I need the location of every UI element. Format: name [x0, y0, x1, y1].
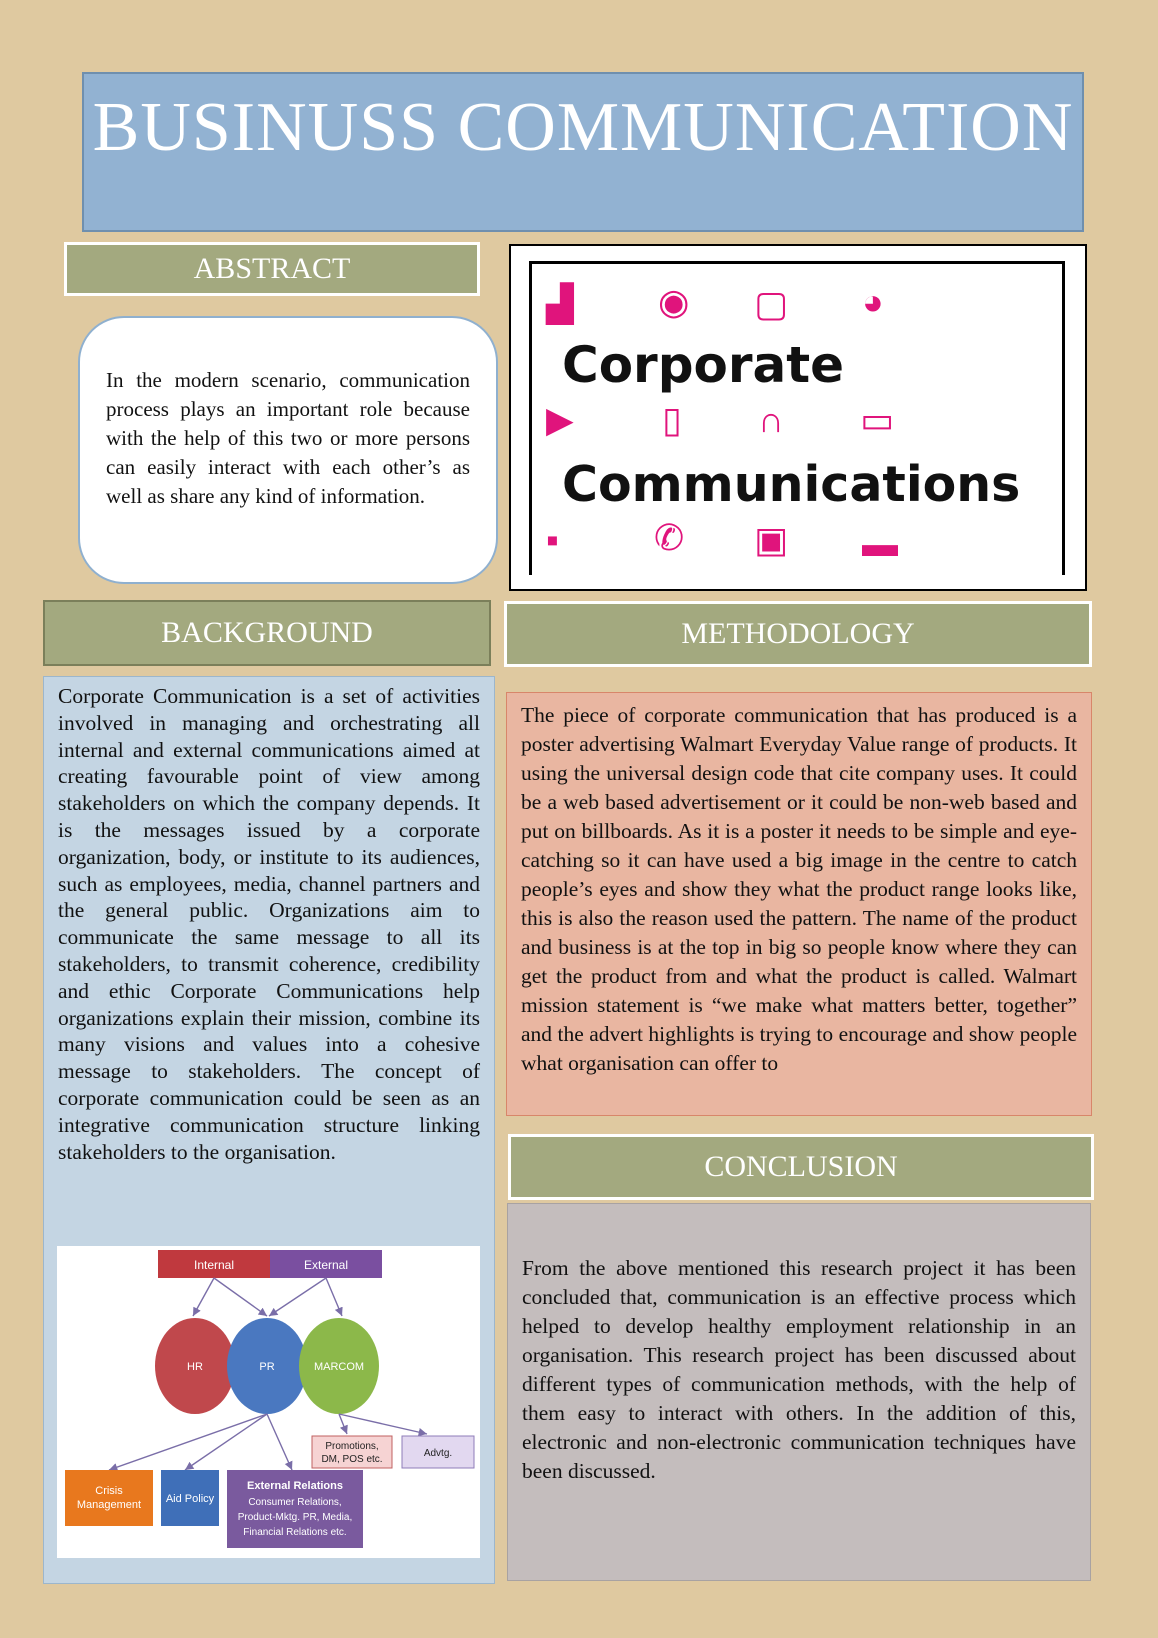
- arrow-pr-aid: [185, 1414, 267, 1470]
- external-label: External: [303, 1258, 349, 1272]
- external-relations-line1: Consumer Relations,: [248, 1497, 342, 1508]
- marcom-label: MARCOM: [313, 1361, 365, 1373]
- advtg-label: Advtg.: [423, 1448, 453, 1459]
- page-title: BUSINUSS COMMUNICATION: [92, 89, 1074, 166]
- arrow-marcom-advtg: [339, 1414, 427, 1434]
- conclusion-panel: [507, 1203, 1091, 1581]
- background-heading: BACKGROUND: [43, 600, 491, 666]
- tablet-device-icon: ▣: [754, 520, 789, 560]
- disc-icon: ◕: [862, 282, 884, 322]
- corporate-image-inner: [529, 261, 1065, 575]
- diagram-svg: [57, 1246, 480, 1558]
- hr-label: HR: [187, 1361, 203, 1373]
- arrow-marcom-promotions: [339, 1414, 347, 1434]
- pr-label: PR: [259, 1361, 275, 1373]
- title-banner: [82, 72, 1084, 232]
- arrow-internal-pr: [214, 1278, 267, 1316]
- methodology-heading: METHODOLOGY: [504, 601, 1092, 667]
- external-relations-title: External Relations: [247, 1480, 343, 1492]
- abstract-heading: ABSTRACT: [64, 242, 480, 296]
- card-icon: ▬: [862, 524, 898, 564]
- headset-icon: ∩: [758, 400, 784, 440]
- mobile-phone-icon: ▯: [662, 400, 682, 440]
- corporate-word: Corporate: [562, 336, 845, 394]
- external-relations-line2: Product-Mktg. PR, Media,: [237, 1512, 353, 1523]
- conclusion-heading: CONCLUSION: [508, 1134, 1094, 1200]
- communications-word: Communications: [562, 456, 1021, 513]
- communication-structure-diagram: [57, 1246, 480, 1558]
- internal-label: Internal: [193, 1258, 235, 1272]
- corporate-communications-image: [509, 244, 1087, 591]
- monitor-icon: ▭: [860, 400, 895, 440]
- arrow-pr-external-relations: [267, 1414, 292, 1470]
- arrow-external-pr: [269, 1278, 326, 1316]
- methodology-text: The piece of corporate communication that has produced is a poster advertising Walmart Everyday Value range of products. It using the universal design code that cite company uses. It could be a web based advertisement or it could be non-web based and put on billboards. As it is a poster it needs to be simple and eye-catching so it can have used a big image in the centre to catch people’s eyes and show they what the product range looks like, this is also the reason used the pattern. The name of the product and business is at the top in big so people know where they can get the product from and what the product is called. Walmart mission statement is “we make what matters better, together” and the advert highlights is trying to encourage and show people what organisation can offer to: [521, 703, 1077, 1075]
- background-text: Corporate Communication is a set of activities involved in managing and orchestrating all internal and external communications aimed at creating favourable point of view among stakeholders on which the company depends. It is the messages issued by a corporate organization, body, or institute to its audiences, such as employees, media, channel partners and the general public. Organizations aim to communicate the same message to all its stakeholders, to transmit coherence, credibility and ethic Corporate Communications help organizations explain their mission, combine its many visions and values into a cohesive message to stakeholders. The concept of corporate communication could be seen as an integrative communication structure linking stakeholders to the organisation.: [58, 684, 480, 1164]
- arrow-external-marcom: [326, 1278, 342, 1316]
- tablet-icon: ▢: [754, 284, 789, 324]
- crisis-line1: Crisis: [95, 1485, 123, 1497]
- arrow-pr-crisis: [109, 1414, 267, 1470]
- webcam-icon: ◉: [658, 282, 690, 322]
- aid-policy-label: Aid Policy: [165, 1493, 215, 1505]
- laptop-user-icon: ▟: [546, 284, 574, 324]
- external-relations-line3: Financial Relations etc.: [243, 1527, 347, 1538]
- abstract-panel: [78, 316, 498, 584]
- abstract-text: In the modern scenario, communication process plays an important role because with the help of this two or more persons can easily interact with each other’s as well as share any kind of information.: [106, 368, 470, 508]
- video-camera-icon: ▶: [546, 400, 574, 440]
- telephone-icon: ✆: [654, 518, 685, 558]
- promotions-line2: DM, POS etc.: [321, 1454, 383, 1465]
- methodology-panel: [506, 692, 1092, 1116]
- chat-person-icon: ▪: [546, 520, 559, 560]
- crisis-line2: Management: [76, 1499, 142, 1511]
- conclusion-text: From the above mentioned this research project it has been concluded that, communication is an effective process which helped to develop healthy employment relationship in an organisation. This research project has been discussed about different types of communication methods, with the help of them easy to interact with others. In the addition of this, electronic and non-electronic communication techniques have been discussed.: [522, 1256, 1076, 1483]
- arrow-internal-hr: [193, 1278, 214, 1316]
- promotions-line1: Promotions,: [325, 1441, 379, 1452]
- crisis-management-box: [65, 1470, 153, 1526]
